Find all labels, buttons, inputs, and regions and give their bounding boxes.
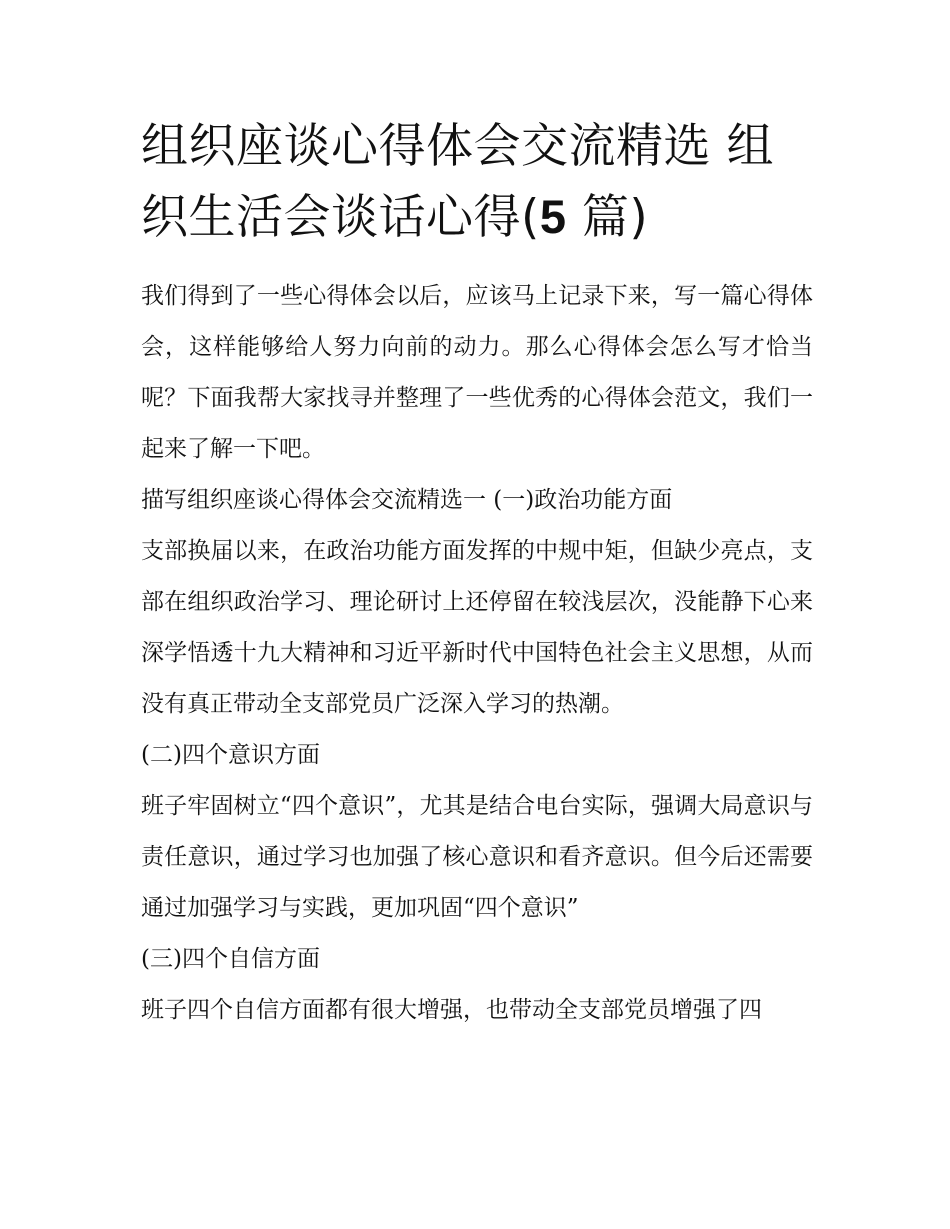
section-heading-3: (三)四个自信方面 <box>141 946 320 972</box>
title-count: 5 <box>539 190 567 243</box>
body-paragraph-2: 班子牢固树立“四个意识”，尤其是结合电台实际，强调大局意识与责任意识，通过学习也加强了核心意识和看齐意识。但今后还需要通过加强学习与实践，更加巩固“四个意识” <box>141 793 813 921</box>
title-text: 组织座谈心得体会交流精选 组织生活会谈话心得( <box>141 119 774 245</box>
intro-paragraph: 我们得到了一些心得体会以后，应该马上记录下来，写一篇心得体会，这样能够给人努力向前的动力。那么心得体会怎么写才恰当呢？下面我帮大家找寻并整理了一些优秀的心得体会范文，我们一起来了解一下吧。 <box>141 283 813 462</box>
section-heading-2: (二)四个意识方面 <box>141 742 320 768</box>
title-suffix: 篇) <box>566 190 649 245</box>
document-title <box>141 112 813 253</box>
body-paragraph-3: 班子四个自信方面都有很大增强，也带动全支部党员增强了四 <box>141 997 762 1023</box>
body-paragraph-1: 支部换届以来，在政治功能方面发挥的中规中矩，但缺少亮点，支部在组织政治学习、理论研讨上还停留在较浅层次，没能静下心来深学悟透十九大精神和习近平新时代中国特色社会主义思想，从而没有真正带动全支部党员广泛深入学习的热潮。 <box>141 538 813 717</box>
section-heading-1: 描写组织座谈心得体会交流精选一 (一)政治功能方面 <box>141 487 673 513</box>
document-page <box>141 112 813 1036</box>
document-body <box>141 271 813 1036</box>
